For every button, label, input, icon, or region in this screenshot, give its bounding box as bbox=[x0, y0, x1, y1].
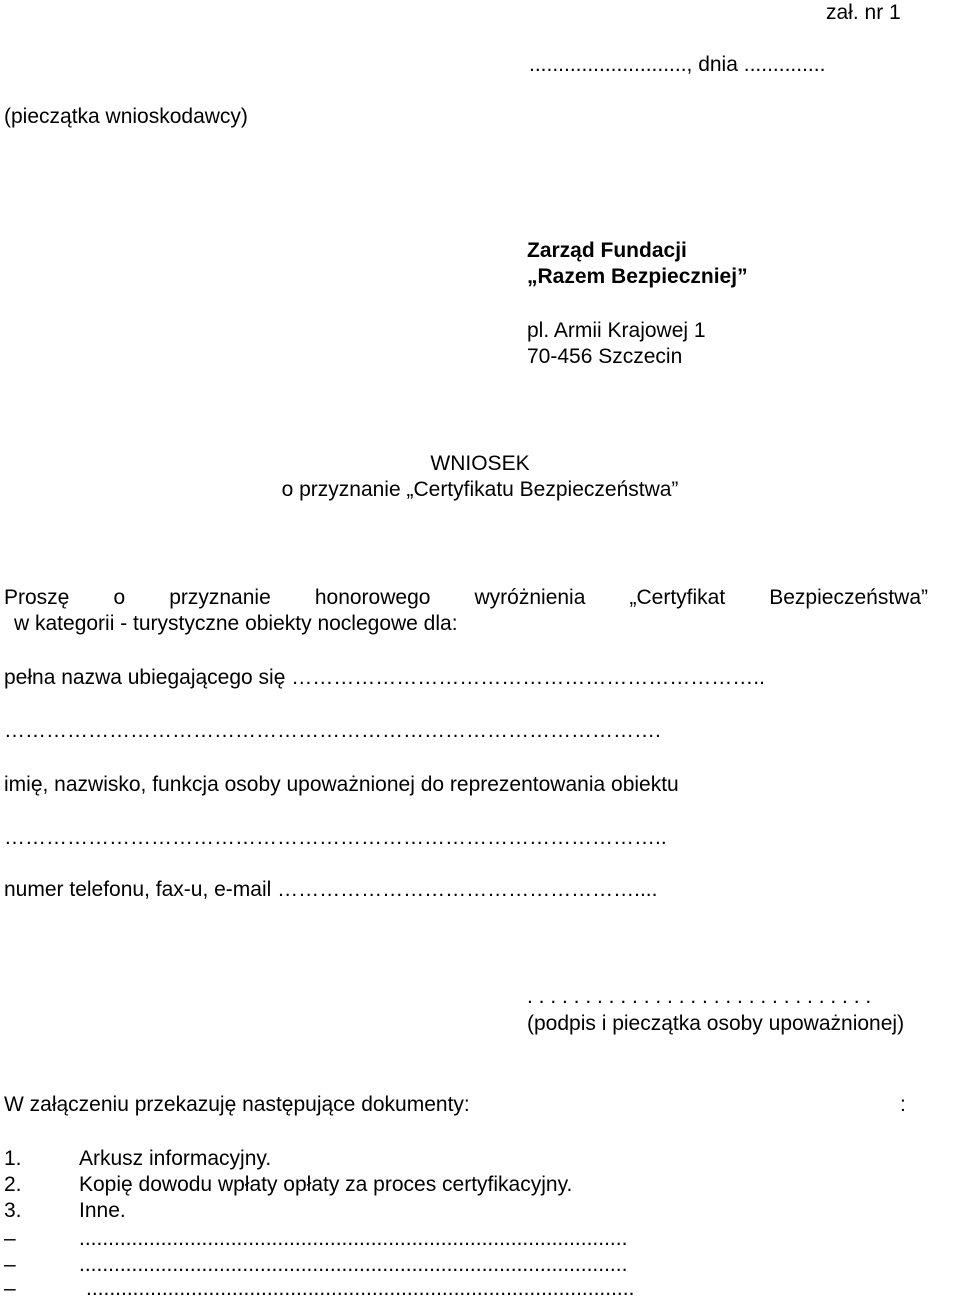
signature-dots: . . . . . . . . . . . . . . . . . . . . . . . . . . . . . . bbox=[527, 985, 872, 1008]
attachment-label: zał. nr 1 bbox=[826, 1, 901, 24]
list-dash: – bbox=[4, 1277, 16, 1300]
place-date-line: ..........................., dnia .............. bbox=[529, 53, 826, 76]
representative-label: imię, nazwisko, funkcja osoby upoważnionej do reprezentowania obiektu bbox=[4, 773, 679, 796]
request-word: Proszę bbox=[4, 586, 70, 609]
contact-dots: …………………………………………….... bbox=[277, 878, 658, 901]
document-title: WNIOSEK bbox=[430, 452, 530, 475]
contact-field bbox=[4, 877, 657, 902]
list-dash: – bbox=[4, 1227, 16, 1250]
list-dots: .............................................................................................. bbox=[79, 1227, 628, 1250]
recipient-line-3: pl. Armii Krajowej 1 bbox=[527, 319, 706, 342]
list-dots: .............................................................................................. bbox=[79, 1253, 628, 1276]
stamp-label: (pieczątka wnioskodawcy) bbox=[4, 105, 248, 128]
full-name-dots-line-2: …………………………………………………………………………………. bbox=[4, 719, 661, 742]
list-item-number: 2. bbox=[4, 1173, 22, 1196]
list-item-number: 1. bbox=[4, 1147, 22, 1170]
request-word: Bezpieczeństwa” bbox=[769, 586, 928, 609]
request-word: o bbox=[113, 586, 126, 609]
request-line-1 bbox=[4, 585, 928, 610]
request-word: „Certyfikat bbox=[629, 586, 726, 609]
document-subtitle: o przyznanie „Certyfikatu Bezpieczeństwa” bbox=[281, 478, 679, 501]
full-name-label: pełna nazwa ubiegającego się bbox=[4, 666, 286, 689]
attachments-colon: : bbox=[900, 1093, 906, 1116]
list-item-number: 3. bbox=[4, 1199, 22, 1222]
signature-label: (podpis i pieczątka osoby upoważnionej) bbox=[527, 1012, 905, 1035]
list-item-text: Inne. bbox=[79, 1199, 126, 1222]
request-word: honorowego bbox=[314, 586, 431, 609]
attachments-intro: W załączeniu przekazuję następujące dokumenty: bbox=[4, 1093, 470, 1116]
request-line-2: w kategorii - turystyczne obiekty noclegowe dla: bbox=[14, 612, 458, 635]
recipient-line-4: 70-456 Szczecin bbox=[527, 345, 683, 368]
list-dash: – bbox=[4, 1253, 16, 1276]
list-item-text: Arkusz informacyjny. bbox=[79, 1147, 272, 1170]
recipient-line-1: Zarząd Fundacji bbox=[527, 239, 687, 262]
representative-dots: ………………………………………………………………………………….. bbox=[4, 826, 667, 849]
request-word: wyróżnienia bbox=[474, 586, 586, 609]
full-name-field bbox=[4, 665, 765, 690]
recipient-line-2: „Razem Bezpieczniej” bbox=[527, 265, 748, 288]
list-dots: .............................................................................................. bbox=[86, 1277, 635, 1300]
contact-label: numer telefonu, fax-u, e-mail bbox=[4, 878, 272, 901]
list-item-text: Kopię dowodu wpłaty opłaty za proces certyfikacyjny. bbox=[79, 1173, 573, 1196]
full-name-dots: ………………………………………………………….. bbox=[291, 666, 765, 689]
request-word: przyznanie bbox=[169, 586, 271, 609]
